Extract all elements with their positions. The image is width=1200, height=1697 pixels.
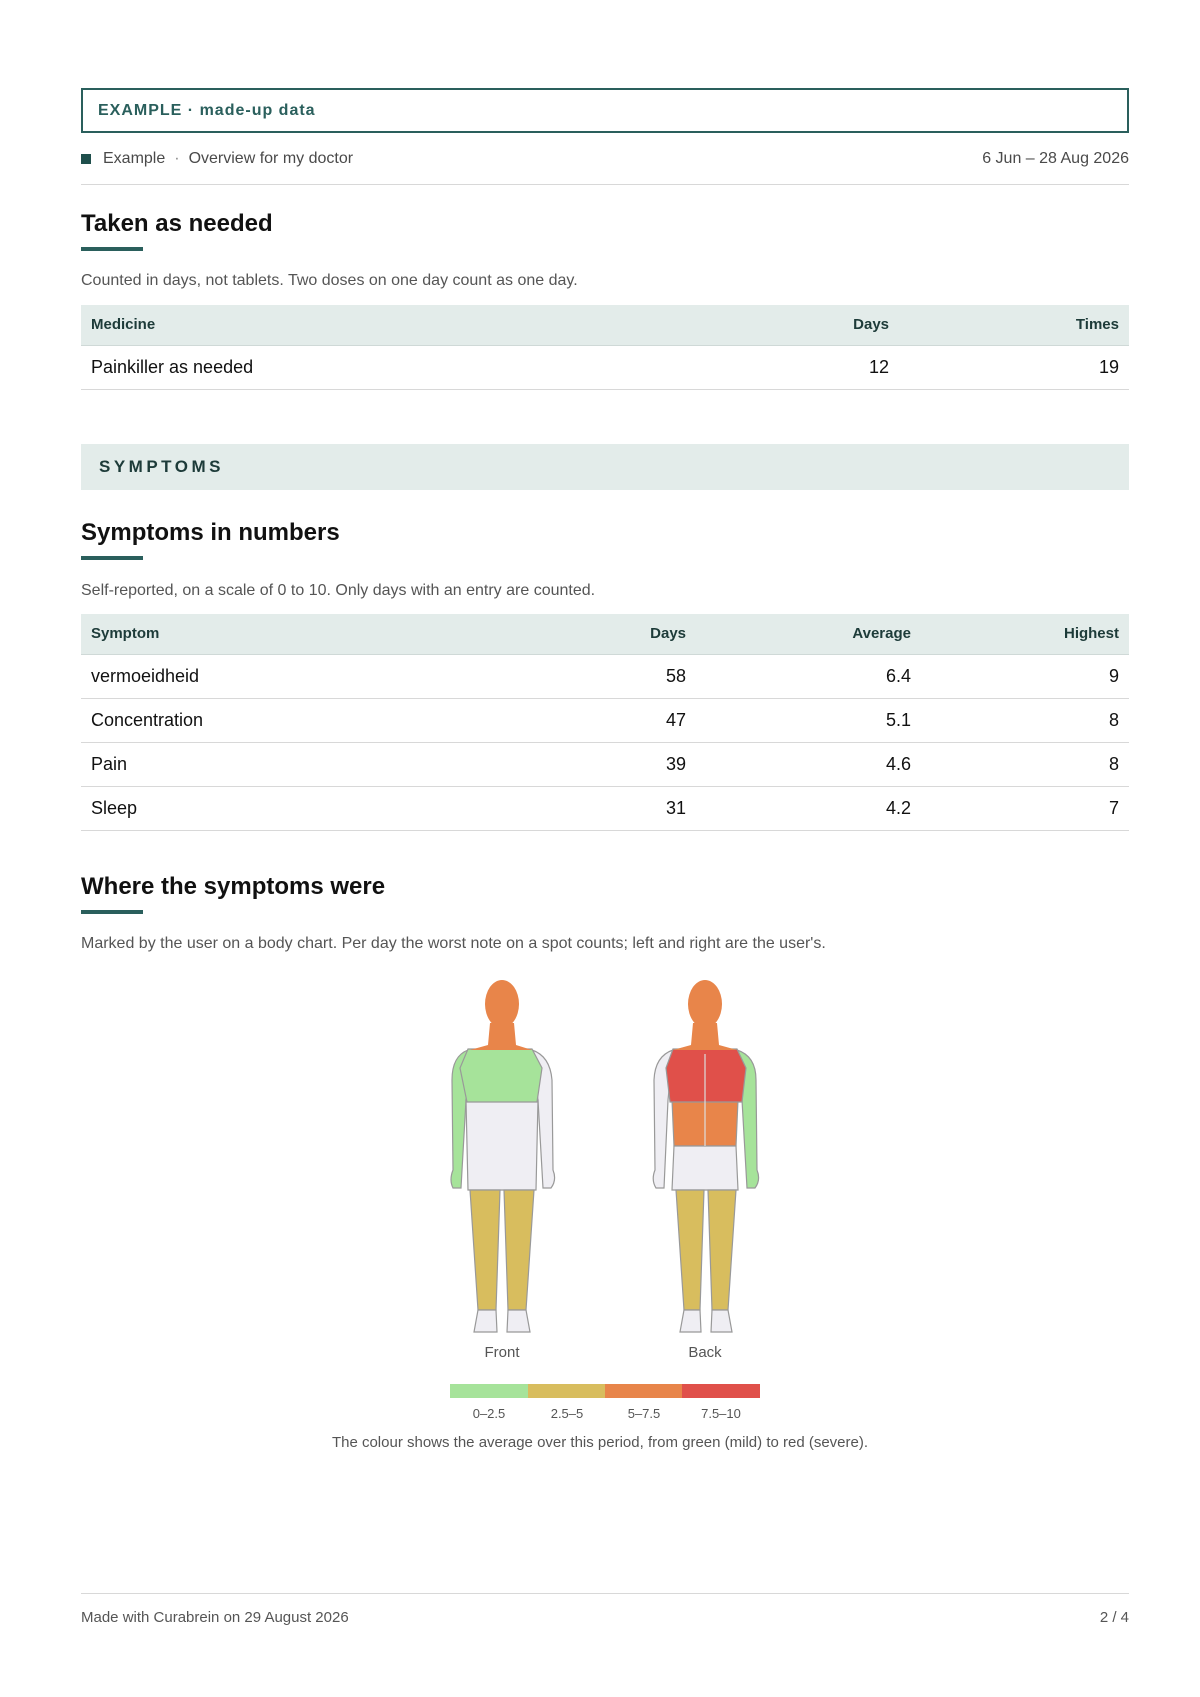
taken-as-needed-title: Taken as needed — [81, 210, 273, 237]
table-cell: vermoeidheid — [81, 654, 576, 698]
table-cell: Painkiller as needed — [81, 345, 699, 389]
front-right-foot — [507, 1310, 530, 1332]
symptoms-numbers-title: Symptoms in numbers — [81, 519, 340, 546]
front-head — [485, 980, 519, 1028]
table-row — [81, 786, 1129, 830]
header-app-name: Example — [103, 150, 166, 167]
symptoms-numbers-description: Self-reported, on a scale of 0 to 10. Only days with an entry are counted. — [81, 582, 596, 599]
table-cell: 58 — [576, 654, 696, 698]
front-left-leg — [470, 1190, 500, 1310]
table-cell: 4.6 — [696, 742, 921, 786]
table-header-row — [81, 305, 1129, 345]
table-cell: 8 — [921, 698, 1129, 742]
header-date-range: 6 Jun – 28 Aug 2026 — [982, 150, 1129, 167]
document-header — [81, 150, 1129, 185]
front-abdomen — [466, 1100, 538, 1190]
legend-label: 7.5–10 — [701, 1406, 741, 1421]
table-cell: 39 — [576, 742, 696, 786]
column-header: Symptom — [81, 614, 576, 654]
back-right-foot — [711, 1310, 732, 1332]
banner-text: EXAMPLE · made-up data — [98, 101, 316, 119]
table-cell: 9 — [921, 654, 1129, 698]
column-header: Highest — [921, 614, 1129, 654]
table-row — [81, 654, 1129, 698]
brand-square-icon — [81, 154, 91, 164]
front-right-leg — [504, 1190, 534, 1310]
table-cell: 12 — [699, 345, 899, 389]
medicine-table — [81, 305, 1129, 390]
table-cell: 31 — [576, 786, 696, 830]
back-right-leg — [708, 1190, 736, 1310]
table-cell: Sleep — [81, 786, 576, 830]
symptoms-band-label: SYMPTOMS — [99, 457, 224, 476]
front-chest — [460, 1049, 542, 1102]
back-neck — [673, 1023, 737, 1050]
table-row — [81, 698, 1129, 742]
front-label: Front — [484, 1344, 520, 1361]
table-cell: 4.2 — [696, 786, 921, 830]
column-header: Medicine — [81, 305, 699, 345]
legend-label: 0–2.5 — [472, 1406, 506, 1421]
footer-made-with: Made with Curabrein on 29 August 2026 — [81, 1609, 349, 1626]
table-cell: 6.4 — [696, 654, 921, 698]
legend-swatch — [605, 1384, 682, 1398]
symptoms-section-band — [81, 444, 1129, 490]
legend-label: 2.5–5 — [550, 1406, 584, 1421]
table-cell: 5.1 — [696, 698, 921, 742]
table-cell: 47 — [576, 698, 696, 742]
column-header: Days — [576, 614, 696, 654]
back-label: Back — [688, 1344, 722, 1361]
front-left-foot — [474, 1310, 497, 1332]
title-underline — [81, 556, 143, 560]
legend-caption: The colour shows the average over this period, from green (mild) to red (severe). — [331, 1434, 869, 1451]
title-underline — [81, 247, 143, 251]
column-header: Average — [696, 614, 921, 654]
back-head — [688, 980, 722, 1028]
page-number: 2 / 4 — [1099, 1609, 1129, 1626]
front-neck — [470, 1023, 532, 1050]
back-left-foot — [680, 1310, 701, 1332]
table-cell: 8 — [921, 742, 1129, 786]
table-cell: 7 — [921, 786, 1129, 830]
table-cell: Concentration — [81, 698, 576, 742]
back-hips — [672, 1146, 738, 1190]
back-left-leg — [676, 1190, 704, 1310]
example-banner — [81, 88, 1129, 133]
back-upper-back — [666, 1049, 746, 1102]
legend-swatch — [528, 1384, 605, 1398]
table-header-row — [81, 614, 1129, 654]
table-row — [81, 742, 1129, 786]
where-symptoms-title: Where the symptoms were — [81, 873, 386, 900]
legend-label: 5–7.5 — [627, 1406, 661, 1421]
page-footer — [81, 1593, 1129, 1626]
symptoms-table — [81, 614, 1129, 831]
table-cell: Pain — [81, 742, 576, 786]
front-body-figure — [451, 980, 555, 1332]
table-cell: 19 — [899, 345, 1129, 389]
column-header: Times — [899, 305, 1129, 345]
title-underline — [81, 910, 143, 914]
taken-as-needed-description: Counted in days, not tablets. Two doses on one day count as one day. — [81, 272, 578, 289]
legend-swatch — [450, 1384, 528, 1398]
table-row — [81, 345, 1129, 389]
where-symptoms-description: Marked by the user on a body chart. Per day the worst note on a spot counts; left and right are the user's. — [81, 935, 826, 952]
legend-swatch — [682, 1384, 760, 1398]
header-subtitle: Overview for my doctor — [188, 150, 354, 167]
column-header: Days — [699, 305, 899, 345]
header-separator: · — [174, 150, 180, 167]
back-body-figure — [653, 980, 758, 1332]
